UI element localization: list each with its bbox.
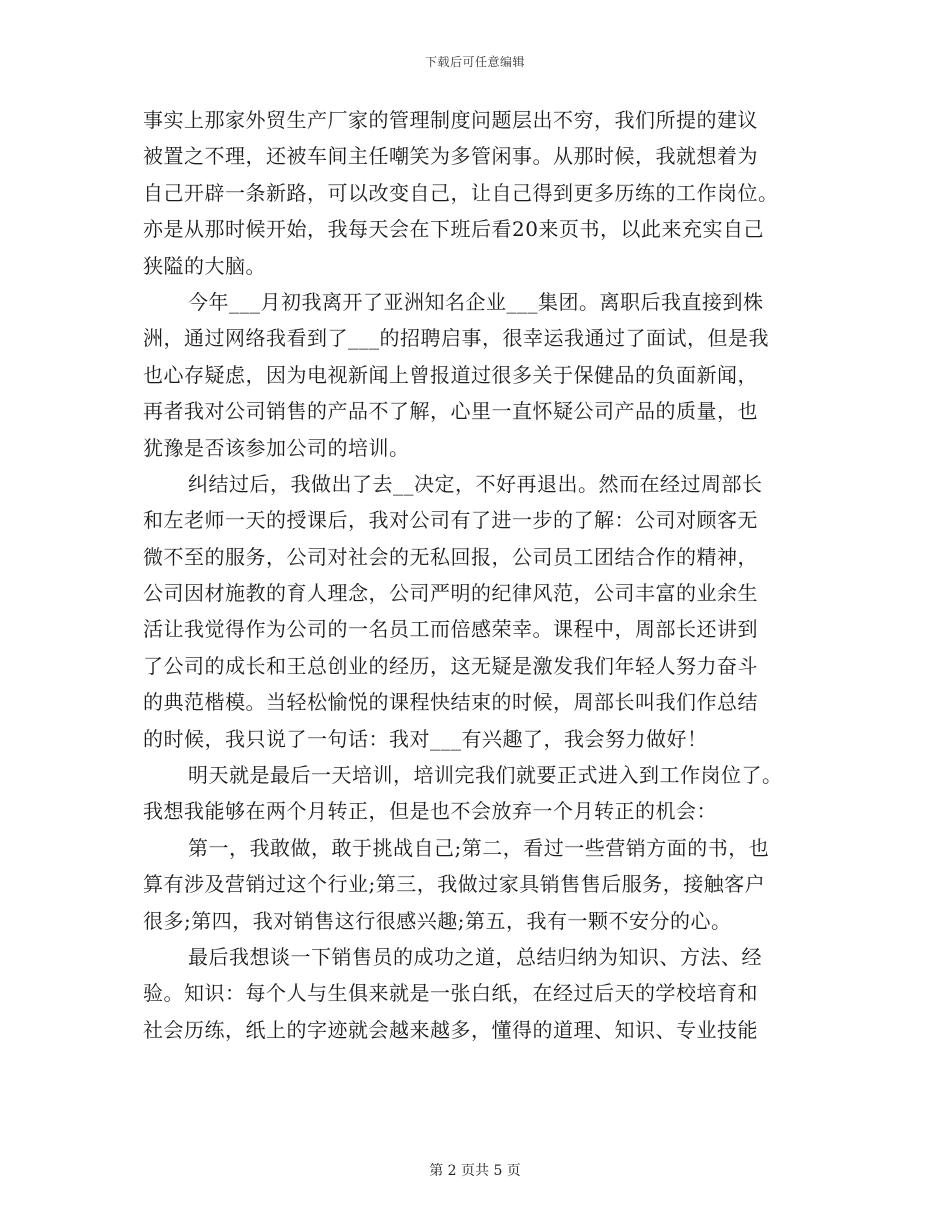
text-line: 洲，通过网络我看到了___的招聘启事，很幸运我通过了面试，但是我: [143, 326, 769, 351]
text-line: 最后我想谈一下销售员的成功之道，总结归纳为知识、方法、经: [188, 944, 762, 969]
text-line: 和左老师一天的授课后，我对公司有了进一步的了解：公司对顾客无: [143, 508, 758, 533]
text-line: 纠结过后，我做出了去__决定，不好再退出。然而在经过周部长: [188, 471, 763, 496]
text-line: 自己开辟一条新路，可以改变自己，让自己得到更多历练的工作岗位。: [143, 180, 779, 205]
text-line: 的时候，我只说了一句话：我对___有兴趣了，我会努力做好！: [143, 726, 708, 751]
text-line: 第一，我敢做，敢于挑战自己;第二，看过一些营销方面的书，也: [188, 835, 770, 860]
text-line: 再者我对公司销售的产品不了解，心里一直怀疑公司产品的质量，也: [143, 399, 758, 424]
text-line: 公司因材施教的育人理念，公司严明的纪律风范，公司丰富的业余生: [143, 581, 758, 606]
text-line: 了公司的成长和王总创业的经历，这无疑是激发我们年轻人努力奋斗: [143, 653, 758, 678]
text-line: 被置之不理，还被车间主任嘲笑为多管闲事。从那时候，我就想着为: [143, 144, 758, 169]
text-line: 验。知识：每个人与生俱来就是一张白纸，在经过后天的学校培育和: [143, 981, 758, 1006]
text-line: 微不至的服务，公司对社会的无私回报，公司员工团结合作的精神，: [143, 544, 758, 569]
page-header-note: 下载后可任意编辑: [424, 55, 525, 69]
text-line: 犹豫是否该参加公司的培训。: [143, 435, 410, 460]
text-line: 亦是从那时候开始，我每天会在下班后看20来页书，以此来充实自己: [143, 217, 764, 242]
text-line: 我想我能够在两个月转正，但是也不会放弃一个月转正的机会：: [143, 799, 717, 824]
text-line: 社会历练，纸上的字迹就会越来越多，懂得的道理、知识、专业技能: [143, 1017, 758, 1042]
text-line: 算有涉及营销过这个行业;第三，我做过家具销售售后服务，接触客户: [143, 872, 766, 897]
document-body: [143, 102, 808, 1048]
text-line: 狭隘的大脑。: [143, 253, 266, 278]
page-number: 第 2 页共 5 页: [429, 1163, 521, 1179]
text-line: 很多;第四，我对销售这行很感兴趣;第五，我有一颗不安分的心。: [143, 908, 732, 933]
text-line: 活让我觉得作为公司的一名员工而倍感荣幸。课程中，周部长还讲到: [143, 617, 758, 642]
text-line: 今年___月初我离开了亚洲知名企业___集团。离职后我直接到株: [188, 289, 764, 314]
text-line: 的典范楷模。当轻松愉悦的课程快结束的时候，周部长叫我们作总结: [143, 690, 758, 715]
text-line: 明天就是最后一天培训，培训完我们就要正式进入到工作岗位了。: [188, 763, 783, 788]
text-line: 也心存疑虑，因为电视新闻上曾报道过很多关于保健品的负面新闻，: [143, 362, 758, 387]
text-line: 事实上那家外贸生产厂家的管理制度问题层出不穷，我们所提的建议: [143, 108, 758, 132]
